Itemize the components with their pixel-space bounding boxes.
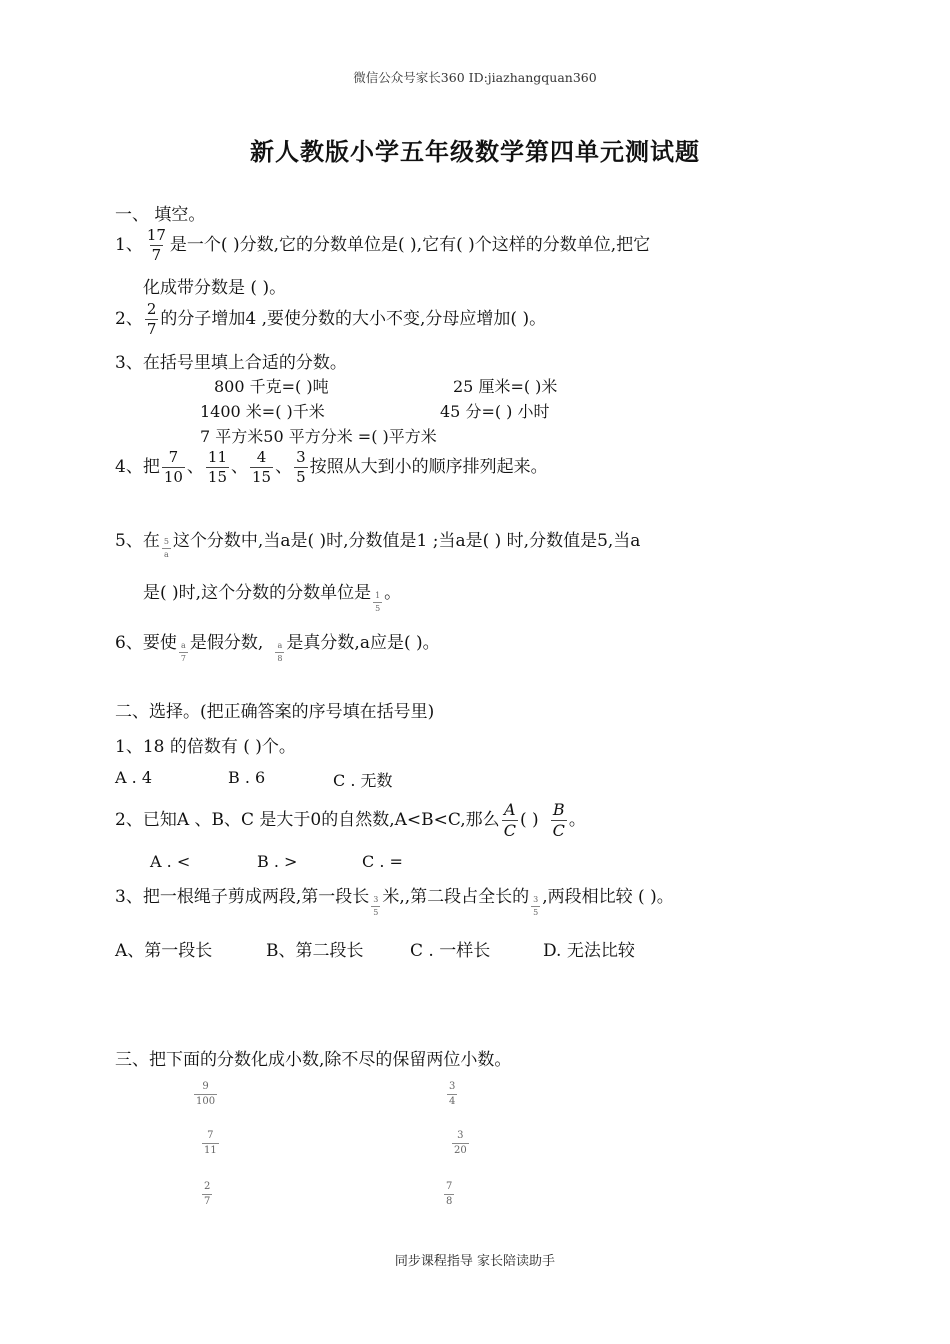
q5-text-b1: 是( )时,这个分数的分数单位是 <box>143 583 372 603</box>
q2-number: 2、 <box>115 309 143 329</box>
q5-prefix: 5、在 <box>115 531 160 551</box>
page-title: 新人教版小学五年级数学第四单元测试题 <box>250 137 700 166</box>
q2-mid: ( ) <box>519 810 539 830</box>
s2-q2 <box>115 802 586 839</box>
s3-fraction-7-8: $\frac{7}{8}$ <box>446 1181 453 1207</box>
s2-q1-option-a: A . 4 <box>115 768 152 787</box>
fraction-11-15: $\frac{11}{15}$ <box>207 448 228 486</box>
section3-heading: 三、把下面的分数化成小数,除不尽的保留两位小数。 <box>115 1050 512 1070</box>
s2-q2-option-c: C . = <box>362 852 403 871</box>
s1-q3-title: 3、在括号里填上合适的分数。 <box>115 353 347 373</box>
s3-fraction-7-11: $\frac{7}{11}$ <box>204 1130 217 1156</box>
q5-text-a: 这个分数中,当a是( )时,分数值是1 ;当a是( ) 时,分数值是5,当a <box>172 531 641 551</box>
fraction-3-5: $\frac{3}{5}$ <box>373 895 379 917</box>
q1-number: 1、 <box>115 235 143 255</box>
q3-text-a: 3、把一根绳子剪成两段,第一段长 <box>115 887 370 907</box>
s2-q2-option-b: B . > <box>257 852 298 871</box>
s1-q3-r2b: 45 分=( ) 小时 <box>440 402 550 421</box>
s1-q3-r3: 7 平方米50 平方分米 =( )平方米 <box>200 427 437 446</box>
s1-q1-line1 <box>115 228 650 263</box>
fraction-2-7: $\frac{2}{7}$ <box>146 300 157 338</box>
fraction-5-a: $\frac{5}{a}$ <box>163 537 169 559</box>
page-footer: 同步课程指导 家长陪读助手 <box>394 1254 556 1269</box>
q2-end: 。 <box>568 810 586 830</box>
s1-q3-r2a: 1400 米=( )千米 <box>200 402 325 421</box>
s2-q1-option-c: C . 无数 <box>333 771 393 790</box>
fraction-A-C: $\frac{A}{C}$ <box>503 800 516 840</box>
fraction-17-7: $\frac{17}{7}$ <box>146 226 166 264</box>
fraction-B-C: $\frac{B}{C}$ <box>552 800 565 840</box>
s2-q3 <box>115 878 674 917</box>
s1-q2 <box>115 302 546 337</box>
s1-q6 <box>115 624 440 663</box>
s1-q5-line2 <box>143 574 401 613</box>
q3-text-b: 米,,第二段占全长的 <box>382 887 530 907</box>
q6-mid: 是假分数, <box>189 633 264 653</box>
fraction-3-5: $\frac{3}{5}$ <box>533 895 539 917</box>
s1-q5-line1 <box>115 524 640 559</box>
s1-q3-r1b: 25 厘米=( )米 <box>453 377 558 396</box>
q4-text: 按照从大到小的顺序排列起来。 <box>309 457 548 477</box>
fraction-1-5: $\frac{1}{5}$ <box>375 591 381 613</box>
separator: 、 <box>186 457 204 477</box>
q6-prefix: 6、要使 <box>115 633 177 653</box>
fraction-7-10: $\frac{7}{10}$ <box>163 448 183 486</box>
s2-q1-option-b: B . 6 <box>228 768 266 787</box>
s3-fraction-3-20: $\frac{3}{20}$ <box>454 1130 467 1156</box>
s1-q3-r1a: 800 千克=( )吨 <box>214 377 329 396</box>
section2-heading: 二、选择。(把正确答案的序号填在括号里) <box>115 702 435 722</box>
s2-q2-option-a: A . < <box>150 852 191 871</box>
separator: 、 <box>231 457 249 477</box>
s1-q4 <box>115 450 548 485</box>
q6-text: 是真分数,a应是( )。 <box>286 633 440 653</box>
fraction-4-15: $\frac{4}{15}$ <box>252 448 272 486</box>
s1-q1-line2: 化成带分数是 ( )。 <box>143 278 287 298</box>
section1-heading: 一、 填空。 <box>115 205 206 225</box>
q4-prefix: 4、把 <box>115 457 160 477</box>
q2-text: 的分子增加4 ,要使分数的大小不变,分母应增加( )。 <box>160 309 547 329</box>
q3-text-c: ,两段相比较 ( )。 <box>542 887 674 907</box>
s3-fraction-9-100: $\frac{9}{100}$ <box>196 1081 216 1107</box>
s2-q1: 1、18 的倍数有 ( )个。 <box>115 737 296 757</box>
s2-q3-option-b: B、第二段长 <box>266 941 364 961</box>
fraction-a-8: $\frac{a}{8}$ <box>277 641 283 663</box>
page-header: 微信公众号家长360 ID:jiazhangquan360 <box>353 70 597 85</box>
s2-q3-option-a: A、第一段长 <box>115 941 213 961</box>
s2-q3-option-d: D. 无法比较 <box>543 941 635 961</box>
q2-text: 2、已知A 、B、C 是大于0的自然数,A<B<C,那么 <box>115 810 500 830</box>
s2-q3-option-c: C . 一样长 <box>410 941 491 961</box>
q5-text-b2: 。 <box>384 583 402 603</box>
fraction-3-5: $\frac{3}{5}$ <box>296 448 306 486</box>
s3-fraction-2-7: $\frac{2}{7}$ <box>204 1181 211 1207</box>
separator: 、 <box>275 457 293 477</box>
fraction-a-7: $\frac{a}{7}$ <box>180 641 186 663</box>
s3-fraction-3-4: $\frac{3}{4}$ <box>449 1081 456 1107</box>
q1-text-a: 是一个( )分数,它的分数单位是( ),它有( )个这样的分数单位,把它 <box>169 235 651 255</box>
